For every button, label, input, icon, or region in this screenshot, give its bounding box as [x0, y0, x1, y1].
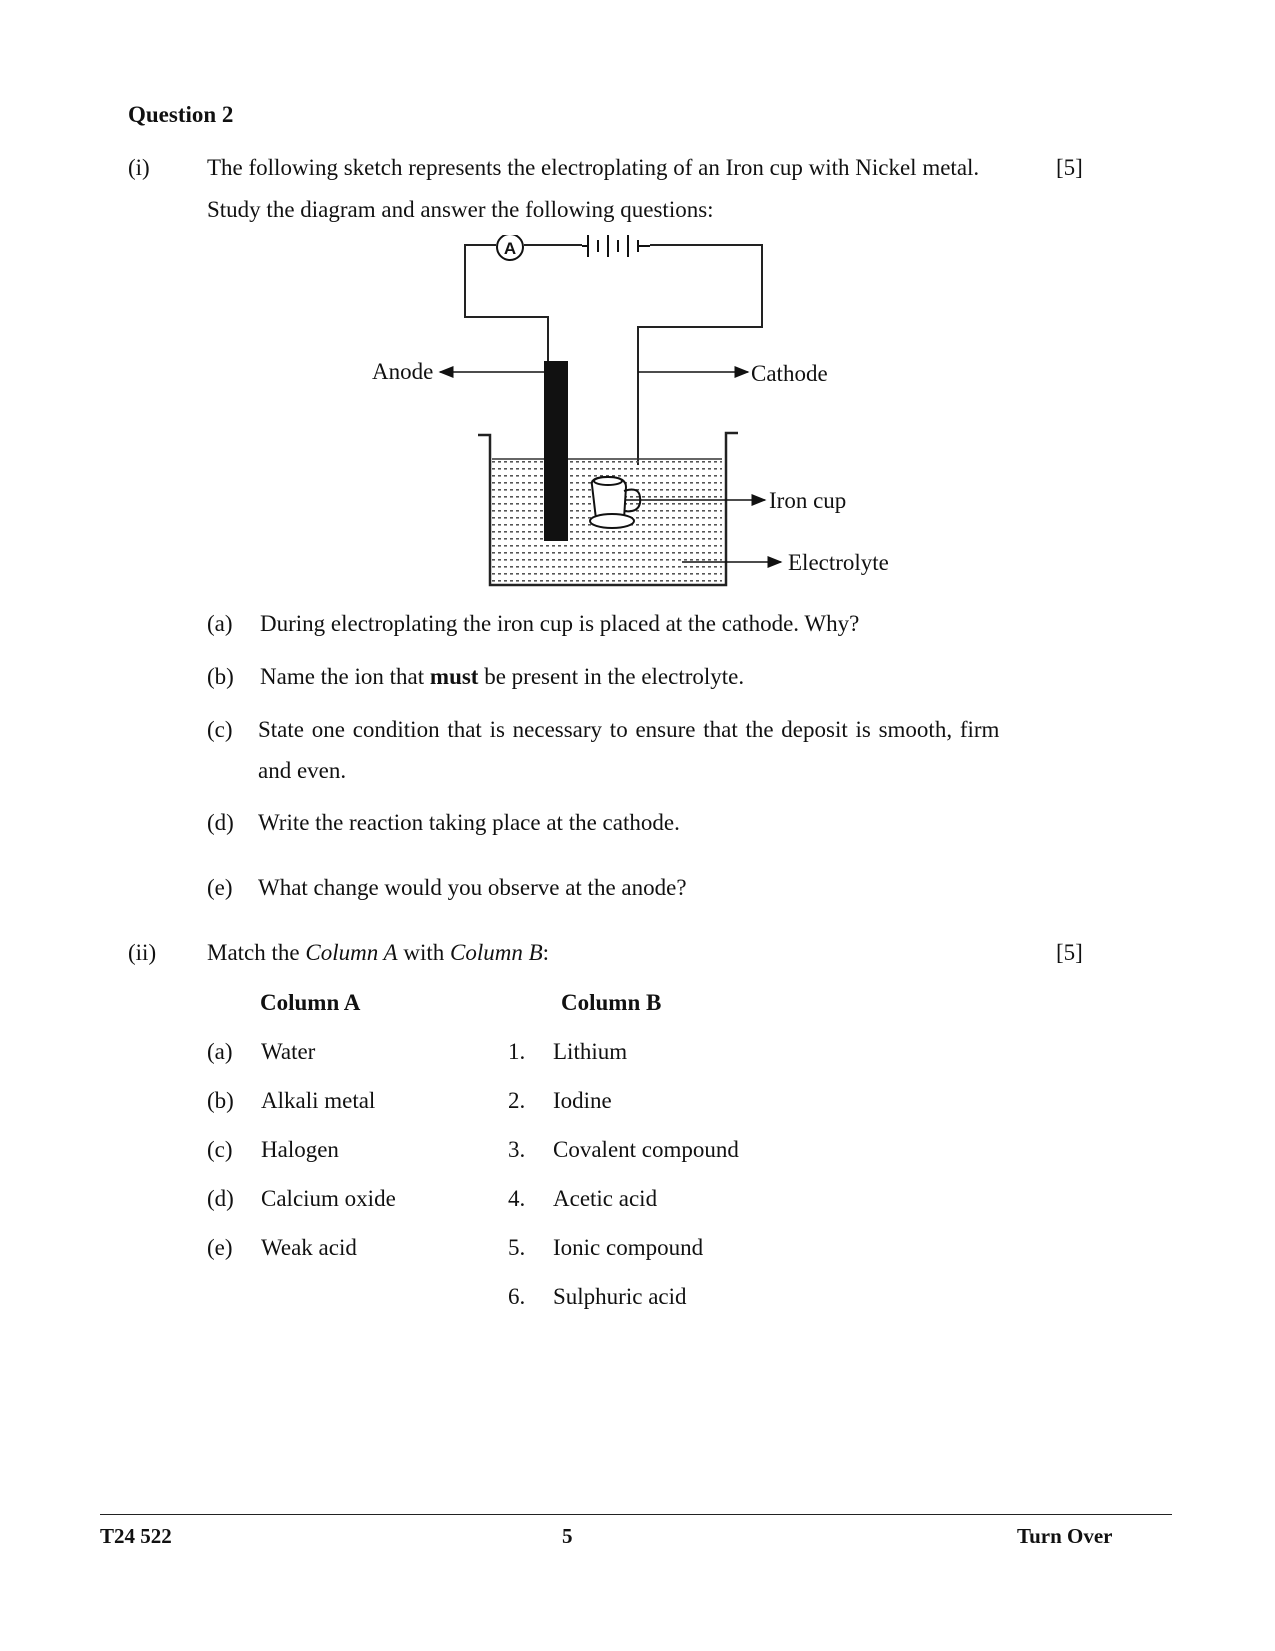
col-a-item: Halogen: [261, 1137, 339, 1162]
subq-b-text: Name the ion that must be present in the electrolyte.: [260, 664, 745, 689]
col-b-item: Iodine: [553, 1088, 612, 1113]
footer-rule: [100, 1514, 1172, 1515]
footer-code: T24 522: [100, 1524, 172, 1548]
subq-e-letter: (e): [207, 875, 233, 900]
col-a-item: Calcium oxide: [261, 1186, 396, 1211]
anode-label: Anode: [372, 359, 434, 384]
battery-icon: [582, 235, 650, 257]
col-b-item: Ionic compound: [553, 1235, 704, 1260]
col-b-item: Lithium: [553, 1039, 628, 1064]
col-b-num: 6.: [508, 1284, 526, 1309]
col-a-item: Water: [261, 1039, 316, 1064]
anode-rod: [544, 361, 568, 541]
column-a-header: Column A: [260, 990, 361, 1015]
page-number: 5: [562, 1524, 573, 1548]
part-i-line2: Study the diagram and answer the following questions:: [207, 197, 714, 222]
part-i-line1: The following sketch represents the electroplating of an Iron cup with Nickel metal.: [207, 155, 980, 180]
col-a-letter: (d): [207, 1186, 234, 1211]
electroplating-diagram: [360, 235, 920, 625]
iron-cup-label: Iron cup: [769, 488, 847, 513]
part-i-marks: [5]: [1056, 155, 1083, 180]
part-ii-marks: [5]: [1056, 940, 1083, 965]
part-ii-numeral: (ii): [128, 940, 157, 965]
subq-b-letter: (b): [207, 664, 234, 689]
emphasis-must: must: [429, 664, 479, 689]
col-b-num: 3.: [508, 1137, 526, 1162]
col-a-letter: (c): [207, 1137, 233, 1162]
turn-over: Turn Over: [1017, 1524, 1113, 1548]
col-b-item: Covalent compound: [553, 1137, 739, 1162]
electrolyte-label: Electrolyte: [788, 550, 889, 575]
subq-c-text: State one condition that is necessary to ensure that the deposit is smooth, firm: [258, 717, 1000, 742]
col-b-num: 5.: [508, 1235, 526, 1260]
col-b-num: 1.: [508, 1039, 526, 1064]
subq-a-letter: (a): [207, 611, 233, 636]
col-b-num: 2.: [508, 1088, 526, 1113]
subq-c-letter: (c): [207, 717, 233, 742]
subq-e-text: What change would you observe at the anode?: [258, 875, 687, 900]
subq-c-text2: and even.: [258, 758, 347, 783]
circuit-wire: [465, 245, 762, 465]
ammeter-label: A: [503, 239, 517, 258]
part-i-numeral: (i): [128, 155, 150, 180]
col-a-item: Alkali metal: [261, 1088, 376, 1113]
subq-d-letter: (d): [207, 810, 234, 835]
part-ii-prompt: Match the Column A with Column B:: [207, 940, 550, 965]
ammeter-icon: [497, 235, 523, 260]
col-a-letter: (b): [207, 1088, 234, 1113]
col-a-item: Weak acid: [261, 1235, 357, 1260]
subq-a-text: During electroplating the iron cup is placed at the cathode. Why?: [260, 611, 860, 636]
column-b-header: Column B: [561, 990, 662, 1015]
col-a-letter: (e): [207, 1235, 233, 1260]
col-b-num: 4.: [508, 1186, 526, 1211]
col-b-item: Sulphuric acid: [553, 1284, 687, 1309]
subq-d-text: Write the reaction taking place at the cathode.: [258, 810, 680, 835]
question-title: Question 2: [128, 102, 234, 127]
col-a-letter: (a): [207, 1039, 233, 1064]
col-b-item: Acetic acid: [553, 1186, 658, 1211]
cathode-label: Cathode: [751, 361, 828, 386]
